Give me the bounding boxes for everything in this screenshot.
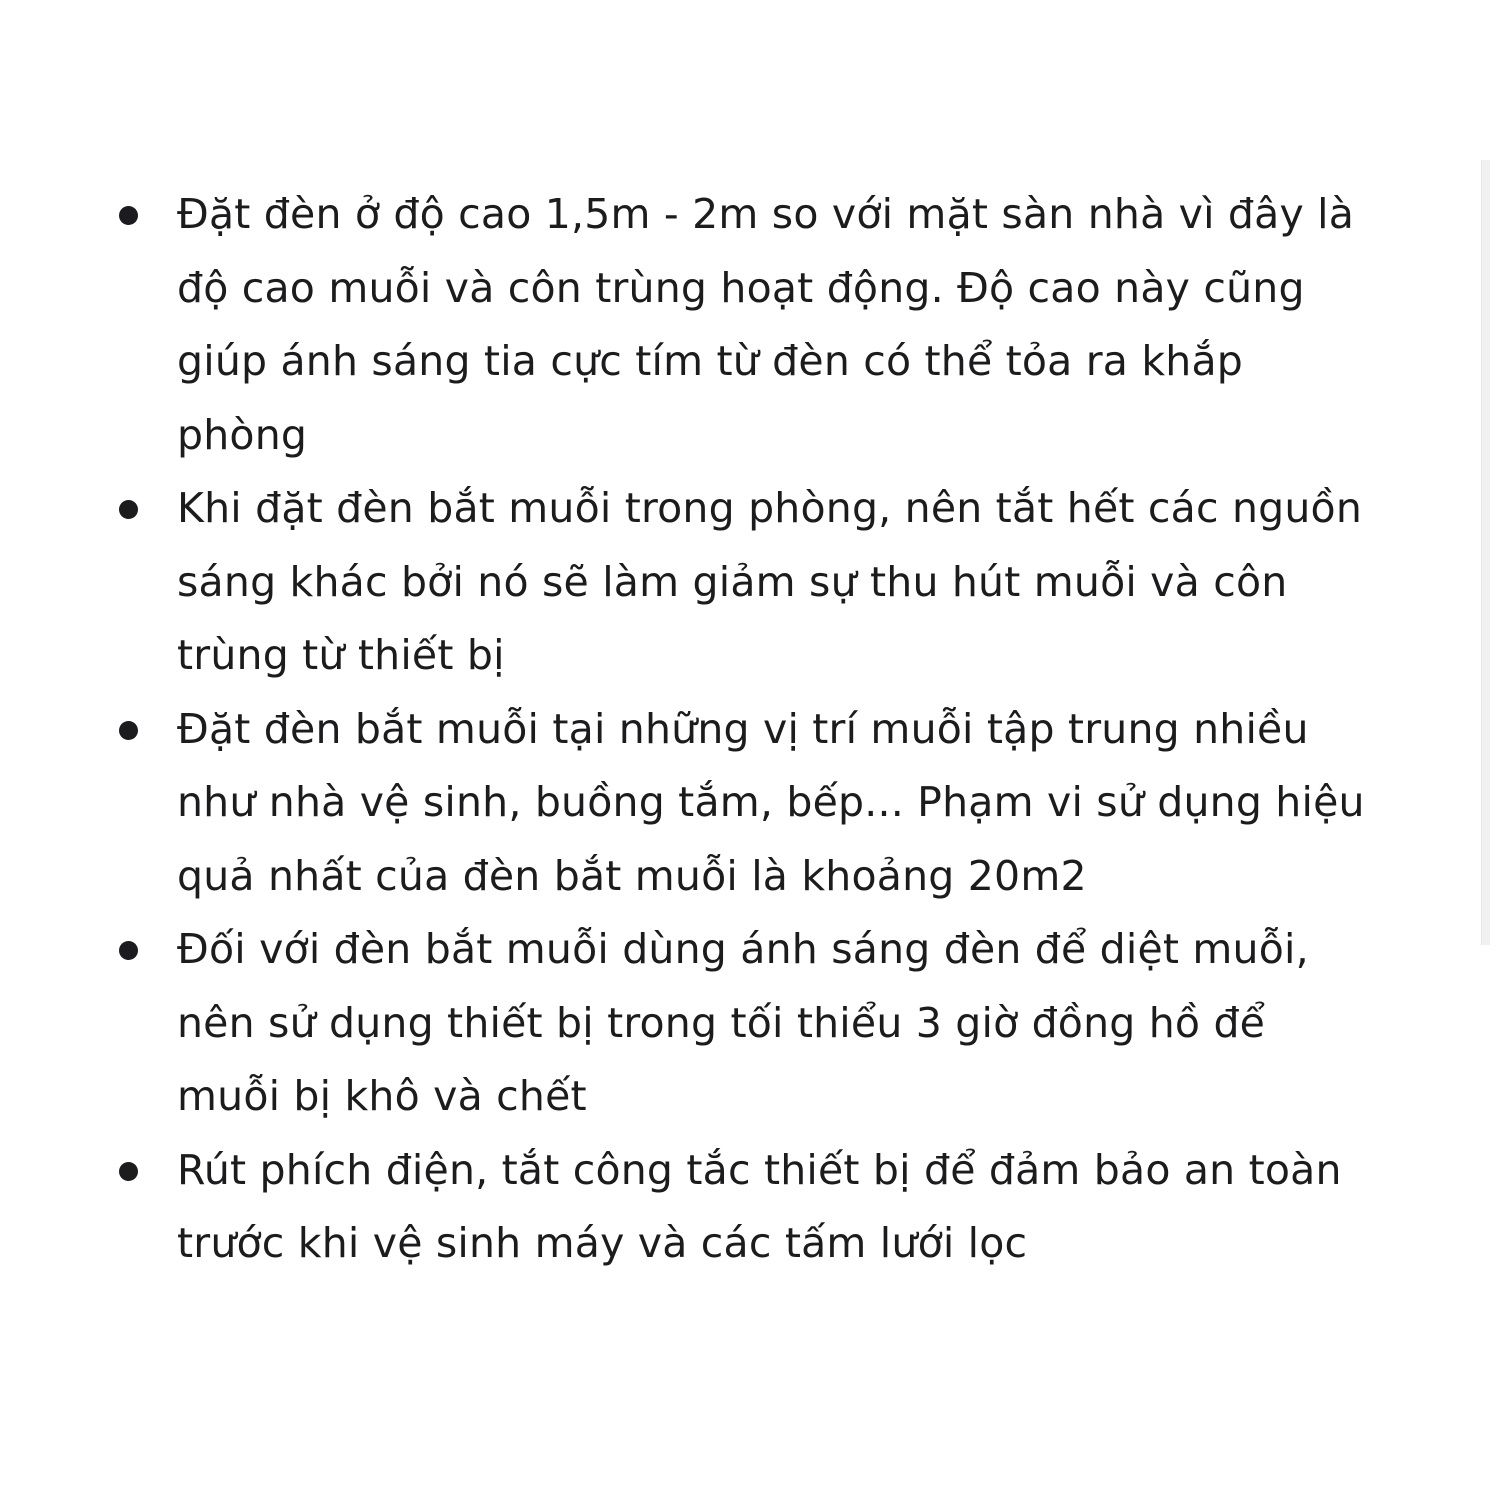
bullet-icon [119, 206, 138, 225]
list-item [0, 913, 1470, 1134]
list-item-text [177, 178, 1470, 472]
text-line: nên sử dụng thiết bị trong tối thiểu 3 giờ đồng hồ để [177, 998, 1266, 1047]
text-line: như nhà vệ sinh, buồng tắm, bếp... Phạm vi sử dụng hiệu [177, 778, 1365, 826]
list-item [0, 178, 1470, 472]
text-line: quả nhất của đèn bắt muỗi là khoảng 20m2 [177, 851, 1087, 900]
text-line: Đối với đèn bắt muỗi dùng ánh sáng đèn để diệt muỗi, [177, 925, 1309, 973]
text-line: trùng từ thiết bị [177, 631, 505, 679]
bullet-icon [119, 941, 138, 960]
text-line: độ cao muỗi và côn trùng hoạt động. Độ cao này cũng [177, 263, 1305, 312]
text-line: Đặt đèn bắt muỗi tại những vị trí muỗi tập trung nhiều [177, 704, 1309, 753]
bullet-icon [119, 1162, 138, 1181]
text-line: sáng khác bởi nó sẽ làm giảm sự thu hút muỗi và côn [177, 557, 1288, 606]
scrollbar[interactable] [1481, 160, 1490, 945]
text-line: trước khi vệ sinh máy và các tấm lưới lọc [177, 1219, 1028, 1267]
list-item [0, 472, 1470, 693]
text-line: muỗi bị khô và chết [177, 1072, 587, 1120]
list-item-text [177, 472, 1470, 693]
list-item-text [177, 913, 1470, 1134]
text-line: Rút phích điện, tắt công tắc thiết bị để đảm bảo an toàn [177, 1145, 1342, 1194]
text-line: phòng [177, 410, 308, 459]
list-item [0, 1134, 1470, 1281]
text-line: Khi đặt đèn bắt muỗi trong phòng, nên tắt hết các nguồn [177, 484, 1363, 532]
bullet-icon [119, 500, 138, 519]
list-item-text [177, 1134, 1470, 1281]
bullet-icon [119, 721, 138, 740]
list-item-text [177, 693, 1470, 914]
list-item [0, 693, 1470, 914]
text-line: Đặt đèn ở độ cao 1,5m - 2m so với mặt sàn nhà vì đây là [177, 190, 1355, 238]
bullet-list [0, 178, 1470, 1281]
text-line: giúp ánh sáng tia cực tím từ đèn có thể tỏa ra khắp [177, 337, 1244, 385]
